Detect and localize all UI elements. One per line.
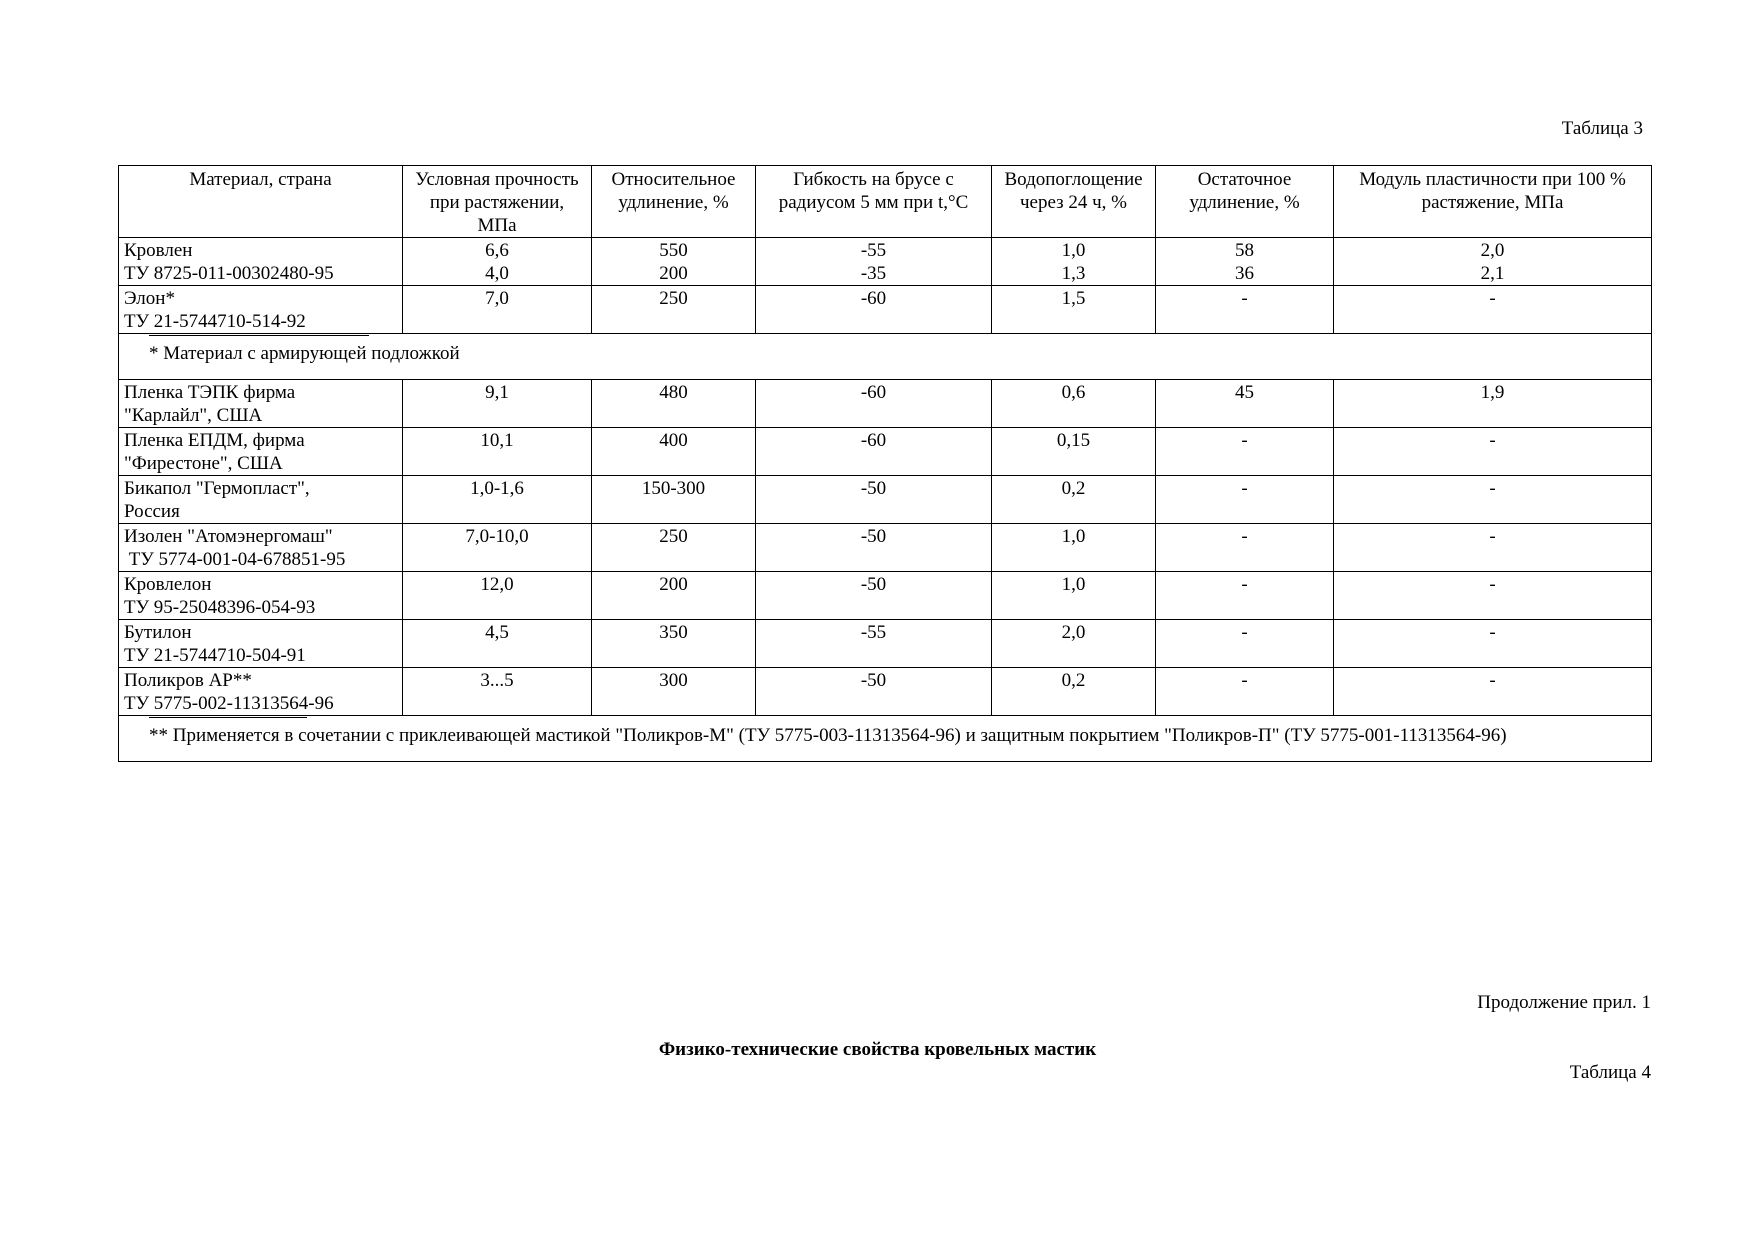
header-residual-elongation: Остаточное удлинение, % — [1156, 166, 1334, 238]
flexibility-cell: -50 — [756, 572, 992, 620]
table-row — [119, 476, 1652, 524]
material-spec: "Фирестоне", США — [124, 453, 283, 474]
flexibility-cell: -50 — [756, 668, 992, 716]
residual-elongation-cell: - — [1156, 524, 1334, 572]
materials-table — [118, 165, 1652, 762]
header-strength: Условная прочность при растяжении, МПа — [403, 166, 592, 238]
table-row — [119, 238, 1652, 286]
elongation-cell: 400 — [592, 428, 756, 476]
water-absorption-cell: 1,0 — [992, 572, 1156, 620]
flexibility-cell: -60 — [756, 286, 992, 334]
footnote-separator — [149, 717, 307, 718]
material-spec: ТУ 5775-002-11313564-96 — [124, 693, 334, 714]
water-absorption-cell: 0,2 — [992, 668, 1156, 716]
water-absorption-cell: 2,0 — [992, 620, 1156, 668]
flexibility-cell: -50 — [756, 476, 992, 524]
note-row — [119, 334, 1652, 380]
material-name: Пленка ЕПДМ, фирма — [124, 430, 305, 451]
strength-cell: 3...5 — [403, 668, 592, 716]
strength-cell: 7,0 — [403, 286, 592, 334]
header-water-absorption: Водопоглощение через 24 ч, % — [992, 166, 1156, 238]
table-row — [119, 620, 1652, 668]
material-spec: "Карлайл", США — [124, 405, 263, 426]
material-name: Поликров АР** — [124, 670, 252, 691]
water-absorption-cell: 0,2 — [992, 476, 1156, 524]
strength-cell: 7,0-10,0 — [403, 524, 592, 572]
modulus-cell: - — [1334, 620, 1652, 668]
residual-elongation-cell: - — [1156, 428, 1334, 476]
strength-cell: 10,1 — [403, 428, 592, 476]
header-material: Материал, страна — [119, 166, 403, 238]
water-absorption-cell: 1,0 1,3 — [992, 238, 1156, 286]
modulus-cell: - — [1334, 572, 1652, 620]
table-row — [119, 572, 1652, 620]
material-spec: ТУ 21-5744710-514-92 — [124, 311, 306, 332]
footnote-separator — [149, 335, 369, 336]
material-cell — [119, 286, 403, 334]
table-4-label: Таблица 4 — [1569, 1062, 1651, 1083]
material-cell — [119, 476, 403, 524]
header-elongation: Относительное удлинение, % — [592, 166, 756, 238]
material-cell — [119, 572, 403, 620]
table-3-label: Таблица 3 — [1561, 118, 1643, 139]
elongation-cell: 250 — [592, 524, 756, 572]
flexibility-cell: -60 — [756, 428, 992, 476]
material-spec: ТУ 5774-001-04-678851-95 — [124, 549, 346, 570]
water-absorption-cell: 0,6 — [992, 380, 1156, 428]
residual-elongation-cell: - — [1156, 620, 1334, 668]
table-4-title: Физико-технические свойства кровельных мастик — [658, 1039, 1097, 1060]
modulus-cell: - — [1334, 524, 1652, 572]
modulus-cell: - — [1334, 286, 1652, 334]
footnote-text: * Материал с армирующей подложкой — [149, 343, 460, 364]
residual-elongation-cell: 58 36 — [1156, 238, 1334, 286]
elongation-cell: 350 — [592, 620, 756, 668]
elongation-cell: 480 — [592, 380, 756, 428]
strength-cell: 6,6 4,0 — [403, 238, 592, 286]
material-cell — [119, 238, 403, 286]
modulus-cell: 2,0 2,1 — [1334, 238, 1652, 286]
strength-cell: 12,0 — [403, 572, 592, 620]
strength-cell: 9,1 — [403, 380, 592, 428]
residual-elongation-cell: - — [1156, 668, 1334, 716]
flexibility-cell: -60 — [756, 380, 992, 428]
strength-cell: 4,5 — [403, 620, 592, 668]
header-flexibility: Гибкость на брусе с радиусом 5 мм при t,°С — [756, 166, 992, 238]
material-spec: ТУ 95-25048396-054-93 — [124, 597, 316, 618]
note-row — [119, 716, 1652, 762]
strength-cell: 1,0-1,6 — [403, 476, 592, 524]
modulus-cell: - — [1334, 476, 1652, 524]
residual-elongation-cell: - — [1156, 286, 1334, 334]
residual-elongation-cell: - — [1156, 572, 1334, 620]
material-name: Кровлелон — [124, 574, 212, 595]
table-row — [119, 428, 1652, 476]
water-absorption-cell: 0,15 — [992, 428, 1156, 476]
material-cell — [119, 620, 403, 668]
modulus-cell: - — [1334, 428, 1652, 476]
table-row — [119, 380, 1652, 428]
footnote-text: ** Применяется в сочетании с приклеивающей мастикой "Поликров-М" (ТУ 5775-003-11313564-96) и защитным покрытием "Поликров-П" (ТУ 5775-001-11313564-96) — [149, 725, 1507, 746]
water-absorption-cell: 1,5 — [992, 286, 1156, 334]
modulus-cell: - — [1334, 668, 1652, 716]
material-cell — [119, 524, 403, 572]
elongation-cell: 150-300 — [592, 476, 756, 524]
flexibility-cell: -55 -35 — [756, 238, 992, 286]
material-spec: ТУ 21-5744710-504-91 — [124, 645, 306, 666]
flexibility-cell: -50 — [756, 524, 992, 572]
material-name: Бутилон — [124, 622, 192, 643]
elongation-cell: 300 — [592, 668, 756, 716]
material-name: Элон* — [124, 288, 175, 309]
flexibility-cell: -55 — [756, 620, 992, 668]
footnote-cell — [119, 716, 1652, 762]
material-name: Пленка ТЭПК фирма — [124, 382, 296, 403]
material-name: Бикапол "Гермопласт", — [124, 478, 310, 499]
material-name: Кровлен — [124, 240, 193, 261]
continuation-label: Продолжение прил. 1 — [1477, 992, 1651, 1013]
elongation-cell: 250 — [592, 286, 756, 334]
header-row — [119, 166, 1652, 238]
elongation-cell: 200 — [592, 572, 756, 620]
table-row — [119, 286, 1652, 334]
table-row — [119, 668, 1652, 716]
table-row — [119, 524, 1652, 572]
modulus-cell: 1,9 — [1334, 380, 1652, 428]
residual-elongation-cell: 45 — [1156, 380, 1334, 428]
water-absorption-cell: 1,0 — [992, 524, 1156, 572]
header-modulus: Модуль пластичности при 100 % растяжение, МПа — [1334, 166, 1652, 238]
material-spec: Россия — [124, 501, 180, 522]
material-cell — [119, 380, 403, 428]
elongation-cell: 550 200 — [592, 238, 756, 286]
material-cell — [119, 668, 403, 716]
material-spec: ТУ 8725-011-00302480-95 — [124, 263, 334, 284]
material-cell — [119, 428, 403, 476]
footnote-cell — [119, 334, 1652, 380]
residual-elongation-cell: - — [1156, 476, 1334, 524]
material-name: Изолен "Атомэнергомаш" — [124, 526, 333, 547]
